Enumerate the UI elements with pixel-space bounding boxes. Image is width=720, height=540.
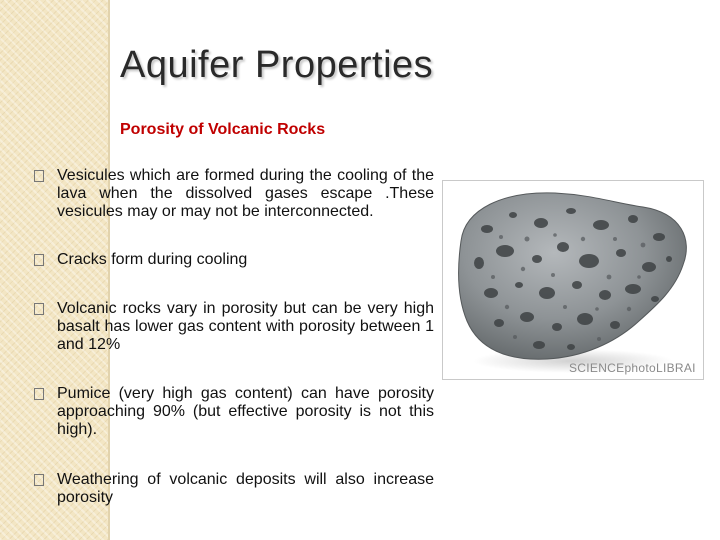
bullet-marker-icon — [34, 388, 44, 400]
photo-watermark: SCIENCEphotoLIBRAI — [569, 361, 696, 375]
bullet-text: Vesicules which are formed during the cooling of the lava when the dissolved gases escape .These vesicules may or may not be interconnected. — [57, 167, 434, 220]
bullet-marker-icon — [34, 170, 44, 182]
bullet-marker-icon — [34, 303, 44, 315]
bullet-item — [34, 167, 434, 221]
bullet-item — [34, 251, 434, 269]
bullet-marker-icon — [34, 474, 44, 486]
bullet-marker-icon — [34, 254, 44, 266]
volcanic-rock-photo — [443, 181, 704, 380]
bullet-text: Cracks form during cooling — [57, 251, 248, 268]
bullet-item — [34, 471, 434, 507]
slide-title: Aquifer Properties — [120, 44, 434, 86]
bullet-text: Volcanic rocks vary in porosity but can be very high basalt has lower gas content with porosity between 1 and 12% — [57, 300, 434, 353]
bullet-item — [34, 300, 434, 354]
bullet-list — [34, 167, 434, 507]
bullet-item — [34, 385, 434, 439]
slide-subtitle: Porosity of Volcanic Rocks — [120, 121, 326, 138]
bullet-text: Pumice (very high gas content) can have porosity approaching 90% (but effective porosity is not this high). — [57, 385, 434, 438]
bullet-text: Weathering of volcanic deposits will also increase porosity — [57, 471, 434, 506]
rock-photo-frame — [442, 180, 704, 380]
